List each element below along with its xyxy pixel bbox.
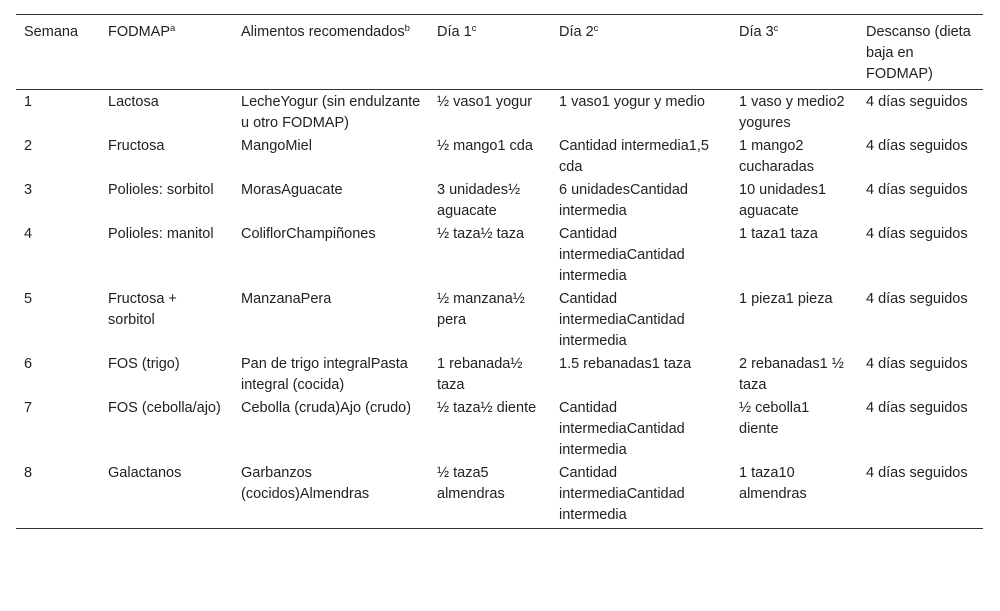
cell-dia-2: 1 vaso1 yogur y medio xyxy=(559,94,705,110)
cell-fodmap: FOS (trigo) xyxy=(108,356,180,372)
cell-dia-2: Cantidad intermediaCantidad intermedia xyxy=(559,226,685,284)
footnote-marker: c xyxy=(593,23,599,34)
cell-semana: 3 xyxy=(24,182,33,198)
cell-alimentos: ColiflorChampiñones xyxy=(241,226,376,242)
cell-alimentos: MangoMiel xyxy=(241,138,312,154)
table-row xyxy=(16,287,983,352)
cell-semana: 7 xyxy=(24,400,33,416)
header-dia-2: Día 2$^c$ xyxy=(559,23,599,40)
cell-dia-3: 1 taza10 almendras xyxy=(739,465,807,502)
cell-fodmap: FOS (cebolla/ajo) xyxy=(108,400,221,416)
cell-alimentos: Garbanzos (cocidos)Almendras xyxy=(241,465,370,502)
cell-fodmap: Polioles: sorbitol xyxy=(108,182,214,198)
cell-descanso: 4 días seguidos xyxy=(866,465,968,481)
cell-descanso: 4 días seguidos xyxy=(866,182,968,198)
cell-dia-1: ½ mango1 cda xyxy=(437,138,533,154)
cell-dia-3: 2 rebanadas1 ½ taza xyxy=(739,356,844,393)
cell-alimentos: MorasAguacate xyxy=(241,182,343,198)
cell-dia-1: 1 rebanada½ taza xyxy=(437,356,523,393)
cell-descanso: 4 días seguidos xyxy=(866,291,968,307)
cell-semana: 8 xyxy=(24,465,33,481)
cell-fodmap: Fructosa + sorbitol xyxy=(108,291,177,328)
cell-fodmap: Fructosa xyxy=(108,138,165,154)
cell-dia-3: ½ cebolla1 diente xyxy=(739,400,810,437)
header-dia-1: Día 1$^c$ xyxy=(437,23,477,40)
cell-alimentos: Pan de trigo integralPasta integral (cocida) xyxy=(241,356,408,393)
cell-descanso: 4 días seguidos xyxy=(866,138,968,154)
cell-alimentos: ManzanaPera xyxy=(241,291,332,307)
cell-semana: 5 xyxy=(24,291,33,307)
cell-alimentos: Cebolla (cruda)Ajo (crudo) xyxy=(241,400,412,416)
cell-descanso: 4 días seguidos xyxy=(866,356,968,372)
footnote-marker: c xyxy=(471,23,477,34)
header-dia-3: Día 3$^c$ xyxy=(739,23,779,40)
cell-dia-1: ½ manzana½ pera xyxy=(437,291,525,328)
table-row xyxy=(16,90,983,135)
cell-dia-3: 10 unidades1 aguacate xyxy=(739,182,827,219)
cell-dia-3: 1 pieza1 pieza xyxy=(739,291,833,307)
cell-semana: 2 xyxy=(24,138,33,154)
footnote-marker: b xyxy=(404,23,410,34)
fodmap-reintroduction-table-container xyxy=(16,14,983,529)
table-row xyxy=(16,461,983,529)
table-row xyxy=(16,352,983,396)
cell-fodmap: Galactanos xyxy=(108,465,182,481)
cell-alimentos: LecheYogur (sin endulzante u otro FODMAP) xyxy=(241,94,421,131)
cell-dia-3: 1 vaso y medio2 yogures xyxy=(739,94,845,131)
header-alimentos: Alimentos recomendados$^b$ xyxy=(241,23,410,40)
fodmap-reintroduction-table xyxy=(16,14,983,529)
cell-fodmap: Polioles: manitol xyxy=(108,226,214,242)
header-semana: Semana xyxy=(24,24,79,40)
table-header-row xyxy=(16,15,983,90)
cell-dia-2: Cantidad intermediaCantidad intermedia xyxy=(559,400,685,458)
cell-dia-1: ½ taza½ taza xyxy=(437,226,525,242)
cell-dia-1: 3 unidades½ aguacate xyxy=(437,182,521,219)
table-row xyxy=(16,178,983,222)
footnote-marker: a xyxy=(170,23,176,34)
cell-dia-3: 1 mango2 cucharadas xyxy=(739,138,814,175)
cell-dia-2: Cantidad intermedia1,5 cda xyxy=(559,138,709,175)
cell-dia-3: 1 taza1 taza xyxy=(739,226,818,242)
cell-dia-1: ½ vaso1 yogur xyxy=(437,94,533,110)
table-row xyxy=(16,396,983,461)
cell-descanso: 4 días seguidos xyxy=(866,94,968,110)
header-descanso: Descanso (dieta baja en FODMAP) xyxy=(866,24,971,82)
cell-descanso: 4 días seguidos xyxy=(866,400,968,416)
header-fodmap: FODMAP$^a$ xyxy=(108,23,176,40)
cell-dia-2: 1.5 rebanadas1 taza xyxy=(559,356,692,372)
cell-dia-2: Cantidad intermediaCantidad intermedia xyxy=(559,465,685,523)
footnote-marker: c xyxy=(773,23,779,34)
cell-semana: 6 xyxy=(24,356,33,372)
cell-descanso: 4 días seguidos xyxy=(866,226,968,242)
cell-semana: 4 xyxy=(24,226,33,242)
table-row xyxy=(16,222,983,287)
cell-dia-2: Cantidad intermediaCantidad intermedia xyxy=(559,291,685,349)
cell-fodmap: Lactosa xyxy=(108,94,159,110)
cell-dia-2: 6 unidadesCantidad intermedia xyxy=(559,182,688,219)
cell-semana: 1 xyxy=(24,94,33,110)
table-row xyxy=(16,134,983,178)
cell-dia-1: ½ taza5 almendras xyxy=(437,465,505,502)
cell-dia-1: ½ taza½ diente xyxy=(437,400,537,416)
